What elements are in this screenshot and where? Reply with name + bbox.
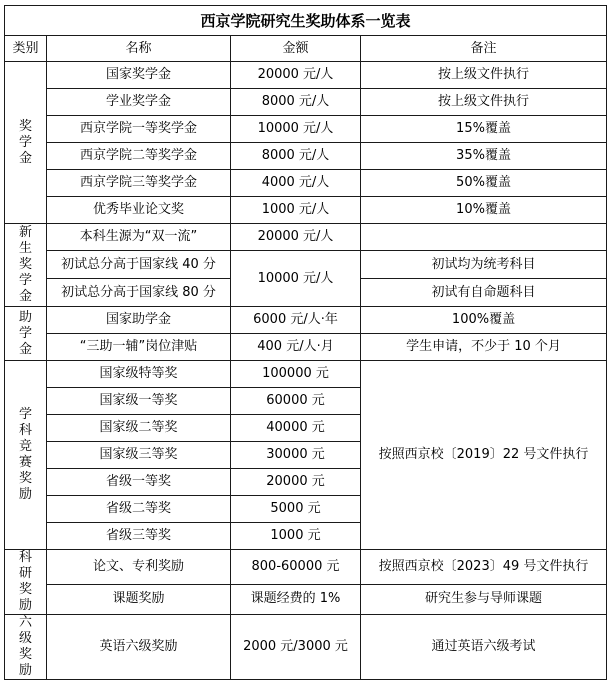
row-amount: 20000 元 xyxy=(231,469,361,496)
table-row xyxy=(5,334,607,361)
table-row xyxy=(5,584,607,614)
scholarship-table xyxy=(4,5,607,680)
row-name: 初试总分高于国家线 80 分 xyxy=(47,279,231,307)
row-amount: 400 元/人·月 xyxy=(231,334,361,361)
table-row xyxy=(5,307,607,334)
table-row xyxy=(5,116,607,143)
row-name: 国家级特等奖 xyxy=(47,361,231,388)
row-name: 英语六级奖励 xyxy=(47,615,231,680)
row-note: 按上级文件执行 xyxy=(361,62,607,89)
category-cell-research: 科 研 奖 励 xyxy=(5,550,47,615)
row-name: 西京学院二等奖学金 xyxy=(47,143,231,170)
row-amount: 8000 元/人 xyxy=(231,143,361,170)
row-amount: 800-60000 元 xyxy=(231,550,361,585)
row-name: 本科生源为“双一流” xyxy=(47,224,231,251)
category-cell-freshman: 新 生 奖 学 金 xyxy=(5,224,47,307)
header-name: 名称 xyxy=(47,36,231,62)
row-name: 西京学院三等奖学金 xyxy=(47,170,231,197)
row-note: 通过英语六级考试 xyxy=(361,615,607,680)
row-name: “三助一辅”岗位津贴 xyxy=(47,334,231,361)
table-row xyxy=(5,224,607,251)
row-note: 15%覆盖 xyxy=(361,116,607,143)
row-note: 学生申请，不少于 10 个月 xyxy=(361,334,607,361)
row-amount: 6000 元/人·年 xyxy=(231,307,361,334)
row-note-merged: 按照西京校〔2019〕22 号文件执行 xyxy=(361,361,607,550)
table-row xyxy=(5,361,607,388)
row-note: 50%覆盖 xyxy=(361,170,607,197)
table-title: 西京学院研究生奖助体系一览表 xyxy=(5,6,607,36)
table-row xyxy=(5,62,607,89)
row-name: 国家级一等奖 xyxy=(47,388,231,415)
table-row xyxy=(5,197,607,224)
row-amount: 10000 元/人 xyxy=(231,116,361,143)
row-note: 35%覆盖 xyxy=(361,143,607,170)
row-amount: 4000 元/人 xyxy=(231,170,361,197)
row-amount: 1000 元 xyxy=(231,523,361,550)
header-category: 类别 xyxy=(5,36,47,62)
row-name: 省级一等奖 xyxy=(47,469,231,496)
row-name: 国家奖学金 xyxy=(47,62,231,89)
table-row xyxy=(5,143,607,170)
category-cell-grant: 助 学 金 xyxy=(5,307,47,361)
row-name: 西京学院一等奖学金 xyxy=(47,116,231,143)
row-name: 课题奖励 xyxy=(47,584,231,614)
row-note: 100%覆盖 xyxy=(361,307,607,334)
row-amount: 课题经费的 1% xyxy=(231,584,361,614)
row-amount: 40000 元 xyxy=(231,415,361,442)
header-row xyxy=(5,36,607,62)
row-name: 初试总分高于国家线 40 分 xyxy=(47,251,231,279)
row-name: 省级二等奖 xyxy=(47,496,231,523)
category-cell-competition: 学 科 竞 赛 奖 励 xyxy=(5,361,47,550)
row-name: 省级三等奖 xyxy=(47,523,231,550)
table-row xyxy=(5,615,607,680)
row-amount: 8000 元/人 xyxy=(231,89,361,116)
row-name: 学业奖学金 xyxy=(47,89,231,116)
row-note: 初试有自命题科目 xyxy=(361,279,607,307)
row-amount: 1000 元/人 xyxy=(231,197,361,224)
row-name: 国家助学金 xyxy=(47,307,231,334)
row-amount: 30000 元 xyxy=(231,442,361,469)
row-amount: 2000 元/3000 元 xyxy=(231,615,361,680)
table-row xyxy=(5,550,607,585)
category-cell-cet6: 六 级 奖 励 xyxy=(5,615,47,680)
row-amount: 5000 元 xyxy=(231,496,361,523)
row-amount: 100000 元 xyxy=(231,361,361,388)
row-note: 初试均为统考科目 xyxy=(361,251,607,279)
row-name: 国家级三等奖 xyxy=(47,442,231,469)
row-note: 按上级文件执行 xyxy=(361,89,607,116)
header-note: 备注 xyxy=(361,36,607,62)
row-name: 国家级二等奖 xyxy=(47,415,231,442)
table-row xyxy=(5,251,607,279)
row-name: 优秀毕业论文奖 xyxy=(47,197,231,224)
row-amount: 20000 元/人 xyxy=(231,224,361,251)
table-row xyxy=(5,89,607,116)
row-amount: 60000 元 xyxy=(231,388,361,415)
row-name: 论文、专利奖励 xyxy=(47,550,231,585)
header-amount: 金额 xyxy=(231,36,361,62)
row-note: 研究生参与导师课题 xyxy=(361,584,607,614)
row-note xyxy=(361,224,607,251)
row-note: 10%覆盖 xyxy=(361,197,607,224)
category-cell-scholarship: 奖 学 金 xyxy=(5,62,47,224)
row-amount-merged: 10000 元/人 xyxy=(231,251,361,307)
row-amount: 20000 元/人 xyxy=(231,62,361,89)
table-row xyxy=(5,170,607,197)
row-note: 按照西京校〔2023〕49 号文件执行 xyxy=(361,550,607,585)
